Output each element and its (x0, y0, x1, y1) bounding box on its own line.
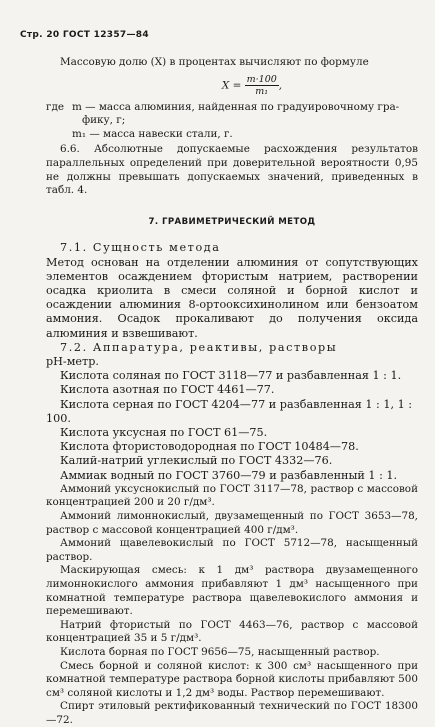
where-m1: m₁ — масса навески стали, г. (72, 127, 233, 140)
formula-intro: Массовую долю (X) в процентах вычисляют по формуле (60, 56, 369, 68)
boric-acid: Кислота борная по ГОСТ 9656—75, насыщенный раствор. (60, 645, 380, 658)
subsection-7-2-heading: 7.2. Аппаратура, реактивы, растворы (60, 340, 338, 354)
list-item: Кислота уксусная по ГОСТ 61—75. (60, 425, 268, 439)
list-item: Аммиак водный по ГОСТ 3760—79 и разбавленный 1 : 1. (60, 468, 398, 482)
subsection-7-1-heading: 7.1. Сущность метода (60, 241, 221, 255)
formula-lhs: X = (221, 79, 242, 92)
where-m-line2: фику, г; (82, 114, 126, 127)
ethanol: Спирт этиловый ректификованный технический по ГОСТ 18300—72. (46, 700, 418, 726)
ammonium-acetate: Аммоний уксуснокислый по ГОСТ 3117—78, раствор с массовой концентрацией 200 и 20 г/дм³. (46, 482, 418, 509)
formula-tail: , (278, 79, 283, 92)
standard-number: ГОСТ 12357—84 (62, 30, 149, 40)
reagent-list (46, 355, 418, 483)
ammonium-oxalate: Аммоний щавелевокислый по ГОСТ 5712—78, насыщенный раствор. (46, 537, 418, 563)
formula-fraction (245, 74, 279, 97)
masking-mixture: Маскирующая смесь: к 1 дм³ раствора двузамещенного лимоннокислого аммония прибавляют 1 дм³ насыщенного при комнатной температуре раствора щавелевокислого аммония и перемешивают. (46, 564, 418, 618)
page-header (20, 30, 149, 40)
list-item: Калий-натрий углекислый по ГОСТ 4332—76. (60, 454, 333, 468)
sodium-fluoride: Натрий фтористый по ГОСТ 4463—76, раствор с массовой концентрацией 35 и 5 г/дм³. (46, 618, 418, 645)
list-item: рН-метр. (46, 354, 99, 368)
formula (86, 74, 418, 97)
paragraph-6-6: 6.6. Абсолютные допускаемые расхождения результатов параллельных определений при доверительной вероятности 0,95 не должны превышать допускаемых значений, приведенных в табл. 4. (46, 143, 418, 197)
list-item: Кислота фтористоводородная по ГОСТ 10484—78. (60, 440, 359, 454)
formula-denominator: m₁ (255, 85, 269, 97)
subsection-7-1-text: Метод основан на отделении алюминия от сопутствующих элементов осаждением фтористым натрием, растворении осадка криолита в смеси соляной и борной кислот и осаждении алюминия 8-ортооксихинолином или бензоатом аммония. Осадок прокаливают до получения оксида алюминия и взвешивают. (46, 255, 418, 340)
ammonium-citrate: Аммоний лимоннокислый, двузамещенный по ГОСТ 3653—78, раствор с массовой концентрацией 400 г/дм³. (46, 509, 418, 536)
where-label: где (46, 100, 64, 113)
list-item: Кислота серная по ГОСТ 4204—77 и разбавленная 1 : 1, 1 : 100. (46, 397, 413, 425)
section-title: 7. ГРАВИМЕТРИЧЕСКИЙ МЕТОД (148, 216, 316, 227)
list-item: Кислота азотная по ГОСТ 4461—77. (60, 383, 275, 397)
formula-numerator: m·100 (246, 73, 277, 85)
list-item: Кислота соляная по ГОСТ 3118—77 и разбавленная 1 : 1. (60, 369, 402, 383)
boric-hydrochloric-mix: Смесь борной и соляной кислот: к 300 см³ насыщенного при комнатной температуре раствора борной кислоты прибавляют 500 см³ соляной кислоты и 1,2 дм³ воды. Раствор перемешивают. (46, 659, 418, 699)
page-label: Стр. 20 (20, 30, 60, 40)
where-m-line1: m — масса алюминия, найденная по градуировочному гра- (72, 100, 400, 113)
page-content (46, 56, 418, 727)
where-block (46, 101, 418, 142)
